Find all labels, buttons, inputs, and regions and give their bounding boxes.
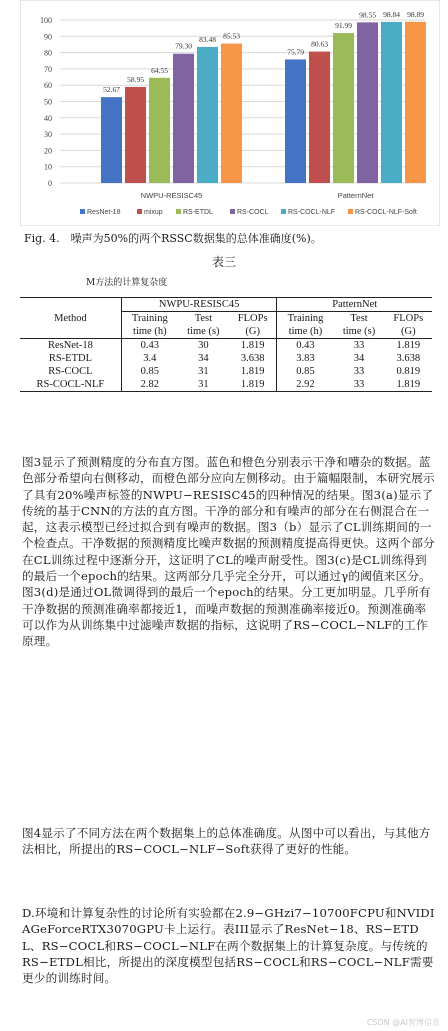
- table-cell: 34: [198, 353, 209, 364]
- bar-value-label: 80.63: [311, 39, 328, 49]
- method-cell: ResNet-18: [20, 339, 121, 353]
- bar-value-label: 98.84: [383, 9, 400, 19]
- legend-swatch: [137, 209, 142, 214]
- legend-swatch: [281, 209, 286, 214]
- col-header: Test time (s): [342, 313, 376, 337]
- table-cell: 0.43: [140, 340, 159, 351]
- bar-value-label: 58.95: [127, 74, 144, 84]
- table-title: 表三: [211, 255, 236, 269]
- table-row: [20, 352, 432, 365]
- table-row: [20, 365, 432, 378]
- table-cell: 1.819: [229, 378, 277, 392]
- table-cell: 1.819: [229, 365, 277, 378]
- y-tick-label: 100: [40, 16, 52, 25]
- bar-value-label: 75.79: [287, 47, 304, 57]
- watermark: CSDN @AI智博信息: [366, 1018, 440, 1027]
- bar: [405, 22, 426, 183]
- method-cell: RS-ETDL: [20, 352, 121, 365]
- bar-value-label: 52.67: [103, 85, 120, 95]
- y-tick-label: 30: [44, 130, 52, 140]
- col-header: FLOPs (G): [393, 313, 424, 337]
- col-header: FLOPs (G): [229, 312, 277, 339]
- bar: [285, 59, 306, 183]
- group-header-patternnet: PatternNet: [277, 298, 432, 312]
- col-header: Test time (s): [187, 313, 220, 337]
- table-cell: 30: [198, 340, 209, 351]
- body-paragraph-accuracy: 图4显示了不同方法在两个数据集上的总体准确度。从图中可以看出，与其他方法相比，所提出的RS−COCL−NLF−Soft获得了更好的性能。: [22, 826, 431, 857]
- bar-value-label: 83.48: [199, 34, 216, 44]
- table-cell: 3.83: [296, 353, 315, 364]
- bar: [333, 33, 354, 183]
- table-cell: 31: [198, 366, 209, 377]
- table-cell: 0.85: [296, 366, 315, 377]
- group-header-nwpu: NWPU-RESISC45: [121, 298, 277, 312]
- bar: [125, 87, 146, 183]
- bar: [381, 22, 402, 183]
- bar-value-label: 98.55: [359, 10, 376, 20]
- table-cell: 31: [198, 379, 209, 390]
- col-header: Training time (h): [131, 313, 168, 337]
- bar: [309, 52, 330, 183]
- legend-label: RS-ETDL: [183, 209, 213, 216]
- bar: [357, 22, 378, 183]
- bar-value-label: 91.99: [335, 21, 352, 31]
- table-cell: 0.43: [296, 340, 315, 351]
- legend-swatch: [230, 209, 235, 214]
- y-tick-label: 80: [44, 48, 52, 58]
- bar: [173, 54, 194, 183]
- table-row: [20, 339, 432, 353]
- method-cell: RS-COCL: [20, 365, 121, 378]
- bar-value-label: 79.30: [175, 41, 192, 51]
- legend-label: RS-COCL: [237, 209, 269, 216]
- table-cell: 1.819: [396, 340, 421, 351]
- table-row: [20, 378, 432, 392]
- legend-swatch: [348, 209, 353, 214]
- x-category-label: NWPU-RESISC45: [140, 191, 203, 200]
- figure-caption: Fig. 4. 噪声为50%的两个RSSC数据集的总体准确度(%)。: [24, 232, 322, 245]
- legend-label: RS-COCL-NLF-Soft: [355, 209, 417, 216]
- bar: [197, 47, 218, 183]
- table-cell: 3.4: [143, 353, 157, 364]
- table-cell: 33: [353, 379, 365, 390]
- table-cell: 1.819: [396, 379, 421, 390]
- y-tick-label: 10: [44, 162, 52, 172]
- legend-label: RS-COCL-NLF: [288, 209, 336, 216]
- legend-swatch: [80, 209, 85, 214]
- bar: [149, 78, 170, 183]
- legend-label: mixup: [144, 209, 163, 216]
- method-cell: RS-COCL-NLF: [20, 378, 121, 392]
- y-tick-label: 50: [44, 97, 52, 107]
- legend-swatch: [176, 209, 181, 214]
- bar-value-label: 64.55: [151, 65, 168, 75]
- bar-value-label: 98.89: [407, 9, 424, 19]
- table-cell: 34: [353, 353, 365, 364]
- y-tick-label: 70: [44, 64, 52, 74]
- table-subtitle: M方法的计算复杂度: [86, 278, 168, 288]
- legend-label: ResNet-18: [87, 209, 121, 216]
- table-cell: 2.92: [296, 379, 315, 390]
- body-paragraph-histogram: 图3显示了预测精度的分布直方图。蓝色和橙色分别表示干净和嘈杂的数据。蓝色部分希望向右侧移动，而橙色部分应向左侧移动。由于篇幅限制，本研究展示了具有20%噪声标签的NWPU−RESISC45的四种情况的结果。图3(a)显示了传统的基于CNN的方法的直方图。干净的部分和有噪声的部分在右侧混合在一起，这表示模型已经过拟合到有噪声的数据。图3（b）显示了CL训练期间的一个检查点。干净数据的预测精度比噪声数据的预测精度提高得更快。这两个部分在CL训练过程中逐渐分开，这证明了CL的噪声耐受性。图3(c)是CL训练得到的最后一个epoch的结果。这两部分几乎完全分开，可以通过γ的阈值来区分。图3(d)是通过OL微调得到的最后一个epoch的结果。分工更加明显。几乎所有干净数据的预测准确率都接近1，而噪声数据的预测准确率接近0。预测准确率可以作为从训练集中过滤噪声数据的指标，这说明了RS−COCL−NLF的工作原理。: [22, 455, 435, 649]
- table-cell: 33: [353, 366, 365, 377]
- y-tick-label: 20: [44, 146, 52, 156]
- table-cell: 0.819: [396, 366, 421, 377]
- table-cell: 3.638: [229, 352, 277, 365]
- y-tick-label: 0: [48, 179, 52, 188]
- y-tick-label: 60: [44, 81, 52, 91]
- body-paragraph-complexity: D.环境和计算复杂性的讨论所有实验都在2.9−GHzi7−10700FCPU和NVIDIAGeForceRTX3070GPU卡上运行。表III显示了ResNet−18、RS−ETDL、RS−COCL和RS−COCL−NLF在两个数据集上的计算复杂度。与传统的RS−ETDL相比，所提出的深度模型包括RS−COCL和RS−COCL−NLF需要更少的训练时间。: [22, 906, 435, 986]
- complexity-table: [20, 297, 432, 392]
- table-cell: 33: [353, 340, 365, 351]
- table-cell: 1.819: [229, 339, 277, 353]
- y-tick-label: 40: [44, 113, 52, 123]
- bar-value-label: 85.53: [223, 31, 240, 41]
- x-category-label: PatternNet: [337, 191, 374, 200]
- table-cell: 0.85: [140, 366, 159, 377]
- accuracy-bar-chart: [20, 0, 440, 226]
- table-cell: 2.82: [140, 379, 159, 390]
- method-header: Method: [20, 298, 121, 339]
- y-tick-label: 90: [44, 32, 52, 42]
- bar: [101, 97, 122, 183]
- bar: [221, 44, 242, 183]
- table-cell: 3.638: [396, 353, 421, 364]
- col-header: Training time (h): [287, 313, 324, 337]
